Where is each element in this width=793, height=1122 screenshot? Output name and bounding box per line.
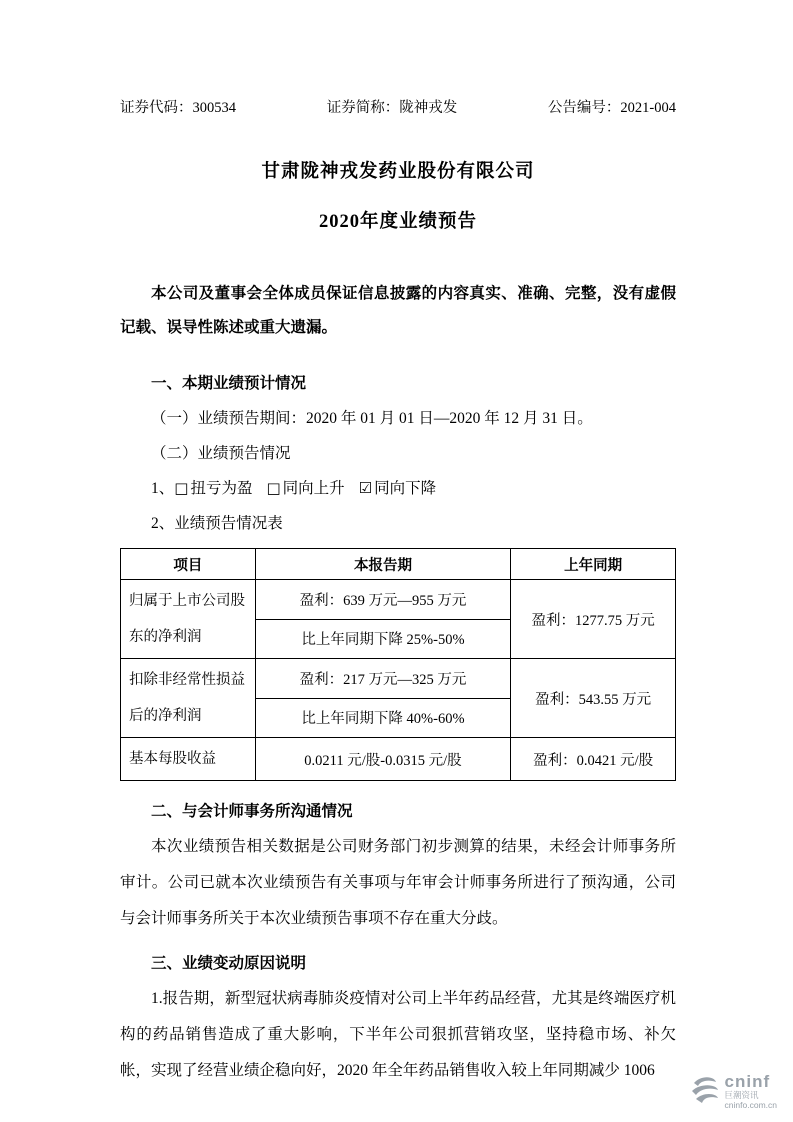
performance-forecast-table bbox=[120, 548, 676, 781]
net-profit-current-profit: 盈利：639 万元—955 万元 bbox=[255, 580, 511, 620]
forecast-situation-line: （二）业绩预告情况 bbox=[151, 445, 291, 462]
stock-code: 证券代码：300534 bbox=[120, 100, 236, 116]
cninfo-brand: cninf bbox=[724, 1071, 771, 1091]
deducted-profit-prior: 盈利：543.55 万元 bbox=[511, 659, 676, 738]
checkbox-unchecked-icon: □ bbox=[174, 479, 189, 497]
option-up-label: 同向上升 bbox=[282, 480, 345, 497]
eps-prior: 盈利：0.0421 元/股 bbox=[511, 738, 676, 781]
option-turnaround-label: 扭亏为盈 bbox=[190, 480, 253, 497]
document-content bbox=[120, 0, 676, 1089]
cninfo-watermark-text bbox=[725, 1073, 777, 1110]
stock-abbreviation: 证券简称：陇神戎发 bbox=[326, 100, 458, 116]
deducted-profit-current-profit: 盈利：217 万元—325 万元 bbox=[255, 659, 511, 699]
table-header-row bbox=[121, 549, 676, 580]
cninfo-tagline: 巨潮资讯 bbox=[724, 1090, 759, 1101]
net-profit-current-change: 比上年同期下降 25%-50% bbox=[255, 619, 511, 659]
table-row bbox=[121, 659, 676, 699]
report-title: 2020年度业绩预告 bbox=[318, 212, 477, 232]
table-row bbox=[121, 738, 676, 781]
deducted-profit-current-change: 比上年同期下降 40%-60% bbox=[255, 698, 511, 738]
cninfo-watermark bbox=[689, 1073, 777, 1110]
section-3-heading: 三、业绩变动原因说明 bbox=[151, 955, 307, 972]
disclaimer-paragraph: 本公司及董事会全体成员保证信息披露的内容真实、准确、完整，没有虚假记载、误导性陈述或重大遗漏。 bbox=[120, 285, 676, 336]
table-row bbox=[121, 580, 676, 620]
forecast-period-line: （一）业绩预告期间：2020 年 01 月 01 日—2020 年 12 月 31 日。 bbox=[151, 410, 593, 427]
forecast-table-label: 2、业绩预告情况表 bbox=[151, 515, 283, 532]
section-1-heading: 一、本期业绩预计情况 bbox=[151, 375, 307, 392]
forecast-type-options bbox=[120, 476, 676, 498]
deducted-profit-item: 扣除非经常性损益后的净利润 bbox=[121, 659, 256, 738]
checkbox-unchecked-icon: □ bbox=[266, 479, 281, 497]
col-header-prior-period: 上年同期 bbox=[511, 549, 676, 580]
eps-current: 0.0211 元/股-0.0315 元/股 bbox=[255, 738, 511, 781]
cninfo-url: cninfo.com.cn bbox=[724, 1099, 777, 1110]
option-turnaround bbox=[174, 480, 252, 497]
company-name-title: 甘肃陇神戎发药业股份有限公司 bbox=[261, 162, 535, 182]
section-3-paragraph: 1.报告期，新型冠状病毒肺炎疫情对公司上半年药品经营，尤其是终端医疗机构的药品销售造成了重大影响，下半年公司狠抓营销攻坚，坚持稳市场、补欠帐，实现了经营业绩企稳向好，2020 年全年药品销售收入较上年同期减少 1006 bbox=[120, 990, 676, 1079]
option-down-label: 同向下降 bbox=[374, 480, 437, 497]
option-same-direction-up bbox=[266, 480, 344, 497]
cninfo-logo-icon bbox=[689, 1075, 721, 1105]
col-header-current-period: 本报告期 bbox=[255, 549, 511, 580]
checkbox-checked-icon: ☑ bbox=[358, 479, 373, 497]
option-same-direction-down bbox=[359, 480, 436, 497]
eps-item: 基本每股收益 bbox=[121, 738, 256, 781]
announcement-number: 公告编号：2021-004 bbox=[547, 100, 676, 116]
net-profit-prior: 盈利：1277.75 万元 bbox=[511, 580, 676, 659]
col-header-item: 项目 bbox=[121, 549, 256, 580]
document-header bbox=[120, 96, 676, 117]
net-profit-item: 归属于上市公司股东的净利润 bbox=[121, 580, 256, 659]
section-2-heading: 二、与会计师事务所沟通情况 bbox=[151, 803, 353, 820]
options-prefix: 1、 bbox=[151, 480, 175, 497]
section-2-paragraph: 本次业绩预告相关数据是公司财务部门初步测算的结果，未经会计师事务所审计。公司已就本次业绩预告有关事项与年审会计师事务所进行了预沟通，公司与会计师事务所关于本次业绩预告事项不存在重大分歧。 bbox=[120, 838, 676, 927]
